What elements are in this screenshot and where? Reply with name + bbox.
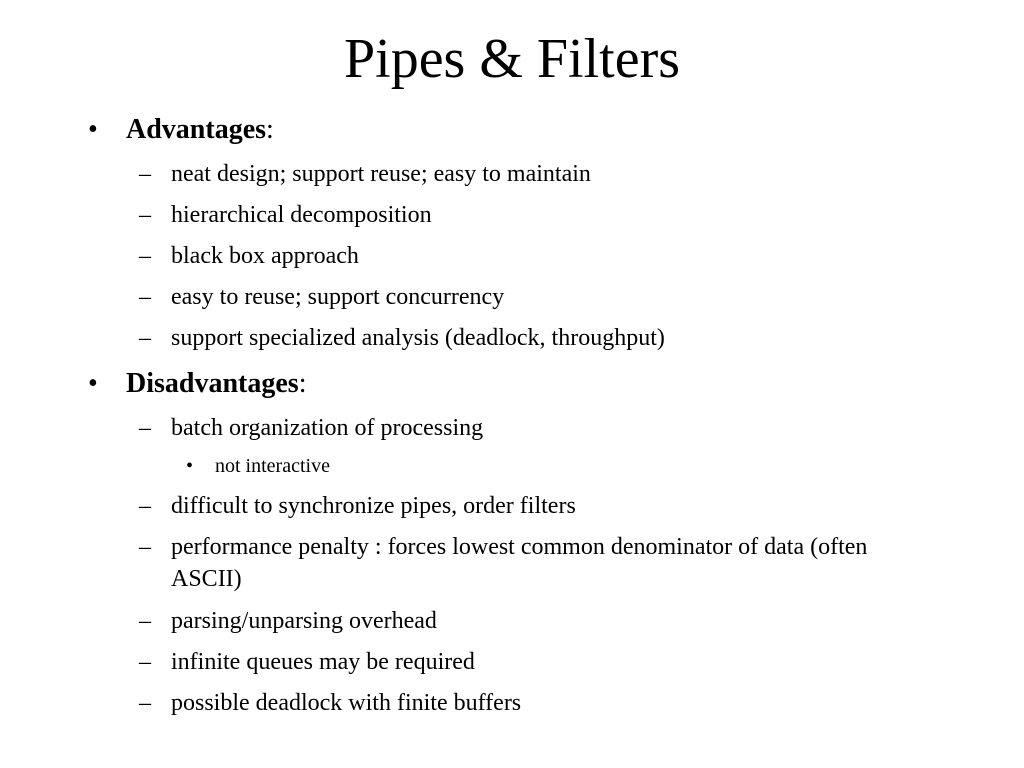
list-item-text: batch organization of processing: [171, 415, 484, 441]
dash-symbol: –: [139, 202, 151, 228]
advantages-label: Advantages: [126, 114, 267, 145]
dash-symbol: –: [139, 608, 151, 634]
list-item: [139, 158, 591, 190]
dash-symbol: –: [139, 493, 151, 519]
dash-symbol: –: [139, 325, 151, 351]
list-item-text: support specialized analysis (deadlock, throughput): [171, 325, 665, 351]
dash-symbol: –: [139, 415, 151, 441]
disadvantages-heading: [88, 368, 306, 400]
disadvantages-colon: :: [298, 368, 307, 399]
list-item: [139, 646, 475, 678]
list-item-text: parsing/unparsing overhead: [171, 608, 437, 634]
list-item: [139, 240, 359, 272]
list-item: [139, 412, 483, 444]
bullet-symbol: •: [186, 455, 194, 477]
list-item: [139, 281, 504, 313]
list-item-text: easy to reuse; support concurrency: [171, 284, 505, 310]
list-item-text: infinite queues may be required: [171, 649, 475, 675]
list-item: [139, 687, 521, 719]
dash-symbol: –: [139, 284, 151, 310]
dash-symbol: –: [139, 649, 151, 675]
dash-symbol: –: [139, 534, 151, 560]
list-item-text: neat design; support reuse; easy to maintain: [171, 161, 591, 187]
bullet-symbol: •: [88, 114, 98, 145]
advantages-colon: :: [266, 114, 274, 145]
list-item: [139, 322, 665, 354]
slide-title: Pipes & Filters: [343, 28, 681, 90]
advantages-heading: [88, 114, 274, 146]
dash-symbol: –: [139, 243, 151, 269]
list-item-text: hierarchical decomposition: [171, 202, 432, 228]
list-item: [139, 199, 432, 231]
list-item-text: possible deadlock with finite buffers: [171, 690, 522, 716]
list-item-text: black box approach: [171, 243, 359, 269]
dash-symbol: –: [139, 161, 151, 187]
list-item: [139, 605, 437, 637]
list-item-text: performance penalty : forces lowest common denominator of data (often ASCII): [171, 534, 868, 592]
disadvantages-label: Disadvantages: [126, 368, 299, 399]
sub-list-item-text: not interactive: [215, 455, 330, 477]
list-item: [139, 531, 939, 595]
list-item: [139, 490, 576, 522]
sub-list-item: [186, 452, 330, 480]
list-item-text: difficult to synchronize pipes, order filters: [171, 493, 576, 519]
bullet-symbol: •: [88, 368, 98, 399]
dash-symbol: –: [139, 690, 151, 716]
